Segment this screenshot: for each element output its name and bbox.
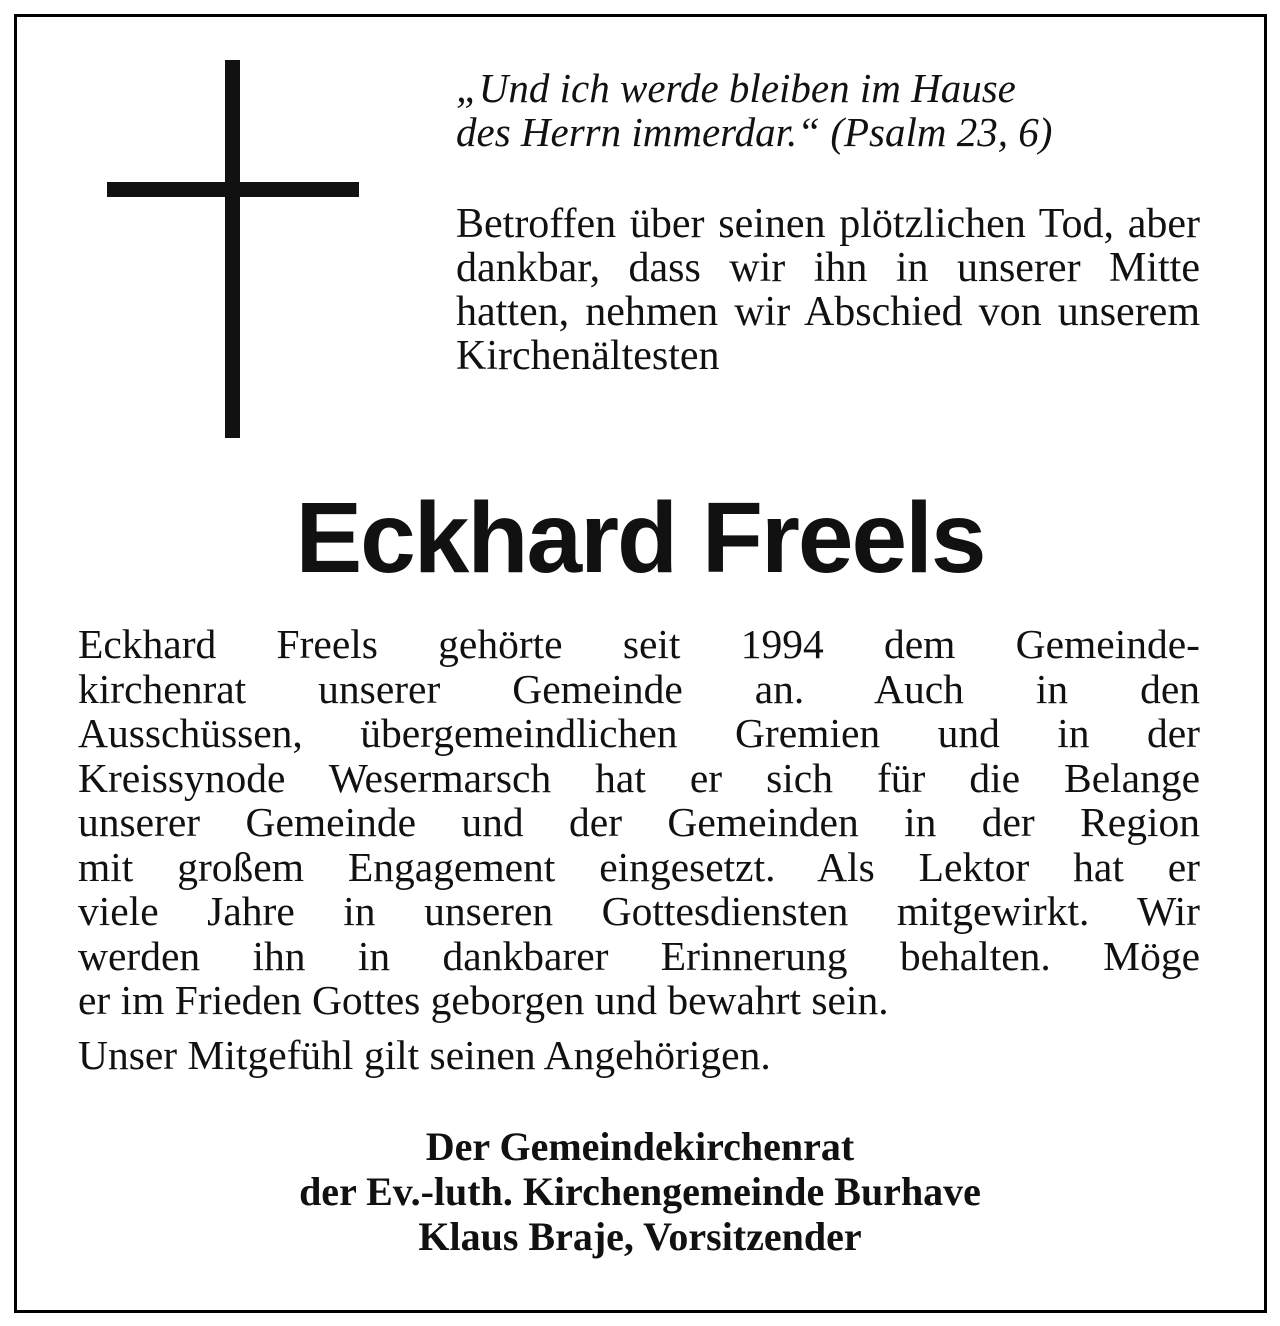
tribute-line: Eckhard Freels gehörte seit 1994 dem Gemeinde- [78, 621, 1200, 667]
quote-line-1: „Und ich werde bleiben im Hause [456, 65, 1016, 111]
signature-line-2: der Ev.-luth. Kirchengemeinde Burhave [299, 1169, 981, 1214]
tribute-line: Kreissynode Wesermarsch hat er sich für die Belange [78, 754, 1200, 801]
tribute-line: unserer Gemeinde und der Gemeinden in der Region [78, 799, 1200, 845]
tribute-paragraph [78, 622, 1200, 1023]
cross-horizontal-bar [107, 182, 359, 197]
quote-citation: (Psalm 23, 6) [830, 109, 1053, 155]
cross-vertical-bar [225, 60, 240, 438]
tribute-line: Ausschüssen, übergemeindlichen Gremien und in der [78, 710, 1200, 756]
tribute-line: werden ihn in dankbarer Erinnerung behalten. Möge [78, 932, 1200, 979]
intro-paragraph: Betroffen über seinen plötzlichen Tod, aber dankbar, dass wir ihn in unserer Mitte hatten, nehmen wir Abschied von unserem Kirchenältesten [456, 201, 1200, 379]
tribute-line: kirchenrat unserer Gemeinde an. Auch in den [78, 665, 1200, 712]
tribute-line-last: er im Frieden Gottes geborgen und bewahrt sein. [78, 977, 889, 1023]
quote-line-2 [456, 110, 1216, 154]
tribute-line: mit großem Engagement eingesetzt. Als Lektor hat er [78, 843, 1200, 890]
condolence-line: Unser Mitgefühl gilt seinen Angehörigen. [78, 1032, 771, 1078]
tribute-line: viele Jahre in unseren Gottesdiensten mitgewirkt. Wir [78, 888, 1200, 934]
deceased-name: Eckhard Freels [295, 482, 985, 594]
signature-line-1: Der Gemeindekirchenrat [425, 1124, 855, 1169]
signature-line-3: Klaus Braje, Vorsitzender [418, 1214, 862, 1259]
psalm-quote [456, 66, 1216, 154]
quote-line-2-text: des Herrn immerdar.“ [456, 109, 821, 155]
signature-block [0, 1124, 1280, 1259]
